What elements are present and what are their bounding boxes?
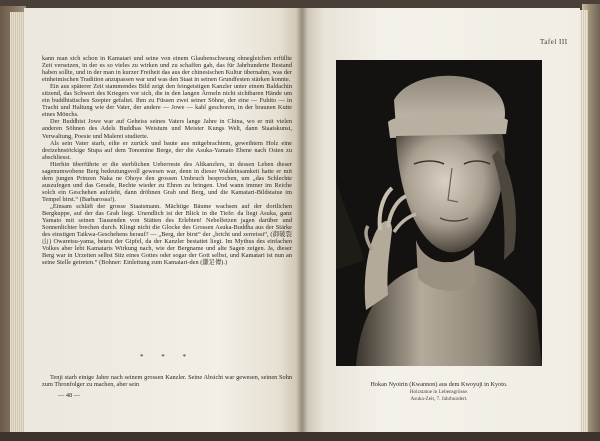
paragraph: kann man sich schon in Kamatari und seine von einem Glaubenschwung ohnegleichen erfüllte Zeit versetzen, in der es so vieles zu wirken und zu schaffen gab, das für Jahrhunderte Bestand haben sollte, und in der man in kurzer Freiheit das aus der chinesischen Kultur übernahm, was der einheimischen Tradition anzupassen war und was den Staat in seinen Grundfesten stärken konnte. xyxy=(42,55,292,84)
table-shadow xyxy=(0,432,600,441)
paragraph: Ein aus späterer Zeit stammendes Bild zeigt den feingeistigen Kanzler unter einem Baldachin sitzend, das Schwert des Kriegers vor sich, die in den langen Ärmeln nicht sichtbaren Hände um ein buddhistisches Szepter gefaltet. Ihm zu Füssen zwei seiner Söhne, der eine — Fuhito — in Tracht und Haltung wie der Vater, der andere — Jowe — kahl geschoren, in der braunen Kutte eines Mönchs. xyxy=(42,83,292,119)
book-gutter xyxy=(296,8,308,434)
plate-label: Tafel III xyxy=(540,38,568,46)
caption-title: Hokan Nyoirin (Kwannon) aus dem Kwoyuji in Kyoto. xyxy=(370,381,508,388)
caption-period: Asuka-Zeit, 7. Jahrhundert. xyxy=(410,395,468,402)
footer-text xyxy=(42,374,292,388)
page-number: — 48 — xyxy=(58,392,81,399)
statue-photograph xyxy=(336,60,542,366)
section-divider: * * * xyxy=(140,353,194,361)
paragraph: Hierhin überführte er die sterblichen Ueberreste des Altkanzlers, in dessen Leben dieser sagenumwobene Berg bedeutungsvoll gewesen war, denn in dieser Waldeinsamkeit hatte er mit dem jungen Prinzen Naka ne Ohoye den grossen Umbruch besprochen, um „das Schlechte auszufegen und das Gerade, Rechte wieder zu Ehren zu bringen. Und wann immer im Reiche solch ein Geschehen aufzieht, dann dröhnen Grab und Berg, und die Kamatari-Bildstatue im Tempel birst.“ (Barbarossa!). xyxy=(42,160,292,203)
caption-material: Holzstatue in Lebensgrösse. xyxy=(409,389,469,395)
paragraph: Der Buddhist Jowe war auf Geheiss seines Vaters lange Jahre in China, wo er mit vielen anderen Söhnen des Adels Buddhas Weistum und Meister Kungs Welt, dann Staatskunst, Verwaltung, Poesie und Malerei studierte. xyxy=(42,118,292,140)
paragraph: Tenji starb einige Jahre nach seinem grossen Kanzler. Seine Absicht war gewesen, seinen Sohn zum Thronfolger zu machen, aber sein xyxy=(42,374,292,389)
paragraph: „Einsam schläft der grosse Staatsmann. Mächtige Bäume wachsen auf der dortlichen Bergkuppe, auf der das Grab liegt. Unendlich ist der Blick in die Tiefe: da liegt Asuka, ganz Yamato mit seinen Tausenden von Stätten des Erlebten! Nebelfetzen jagen darüber und Sonnenlichter brechen durch. Klingt nicht die Glocke des Grossen Asuka-Buddha aus der Stärke des einstigen Taikwa-Geschehens herauf? — „Berg, der birst“ der „bricht und zerreisst“, (御破裂山) Owaretsu-yama, betest der Gipfel, da der Kanzler bestattet liegt. Im Mythus des einfachen Volkes aber lebt Kamataris Wirkung nach, wie der Bergname und alte Sagen zeigen. Ja, dieser Berg war in Urzeiten selbst Sitz eines Gottes oder sogar der Gott selbst, und Kamatari ist nun an seine Stelle getreten.“ (Bohner: Einleitung zum Kamatari-den (鎌足傳).) xyxy=(42,202,292,267)
paragraph: Als sein Vater starb, eilte er zurück und baute aus mitgebrachtem, geweihtem Holz eine dreizehnstöckige Stupa auf dem Tonomine Berge, der die Asuka-Yamato Ebene nach Osten zu abschliesst. xyxy=(42,139,292,161)
kwannon-statue-image xyxy=(336,60,542,366)
left-page-text xyxy=(42,55,292,266)
photo-caption xyxy=(336,381,542,402)
